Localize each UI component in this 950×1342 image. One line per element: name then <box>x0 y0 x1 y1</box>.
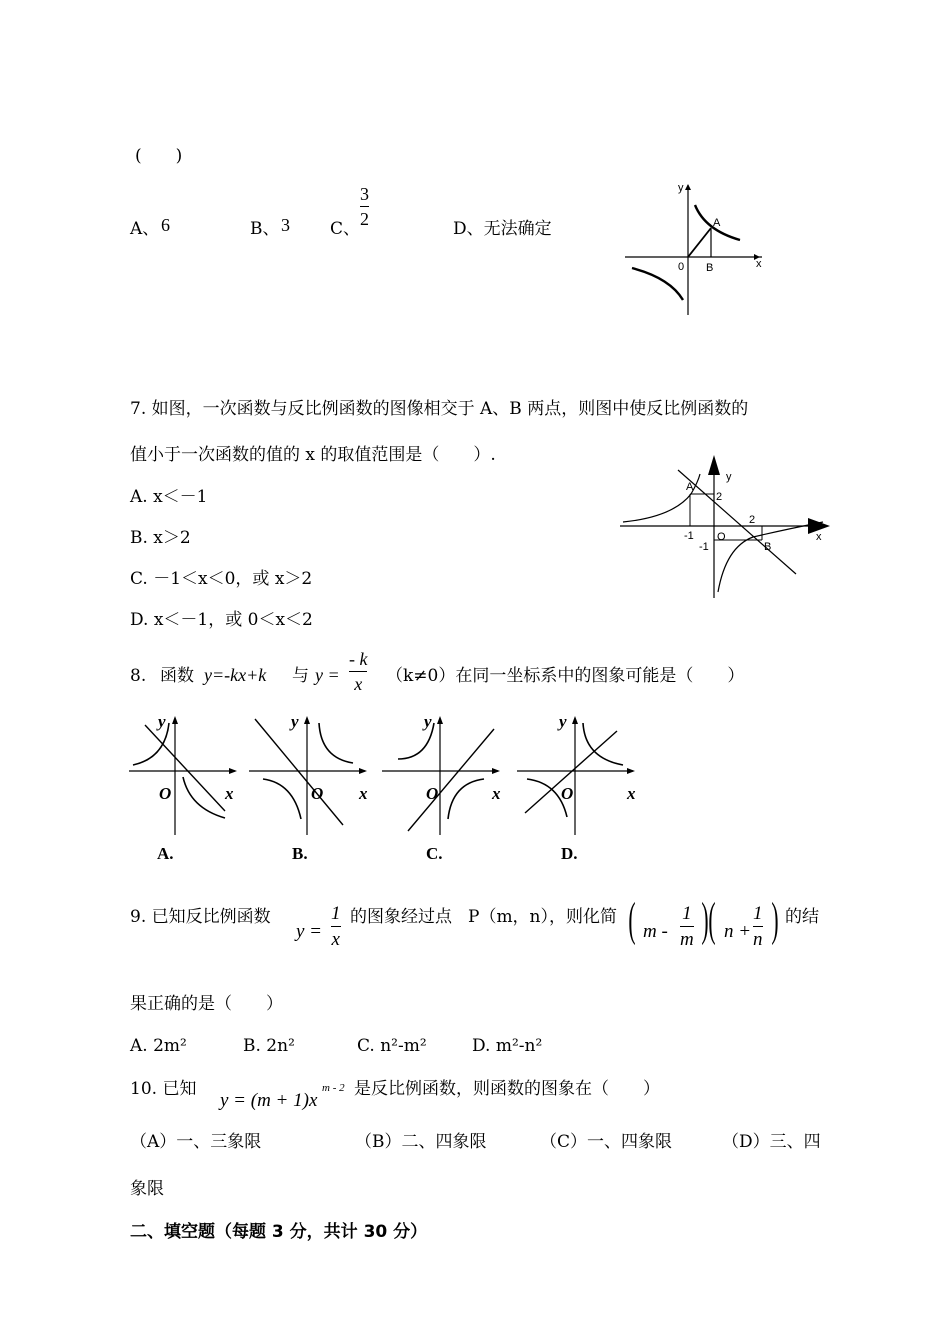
q7-graph-tick-neg1x: -1 <box>684 530 694 542</box>
q8-c-origin: O <box>426 784 439 803</box>
q7-graph-tick-neg1y: -1 <box>699 541 709 553</box>
q8-b-x-label: x <box>359 784 368 803</box>
q6-c-numerator: 3 <box>360 184 369 204</box>
q8-and: 与 <box>292 666 309 686</box>
q9-option-d: D. m²-n² <box>472 1036 543 1056</box>
q8-graph-d <box>513 713 643 863</box>
q9-right-paren-2: ) <box>771 893 779 946</box>
q10-expression: y = (m + 1)x <box>220 1090 318 1111</box>
q8-graph-b <box>245 713 375 863</box>
q9-right-paren-1: ) <box>701 893 709 946</box>
q9-point: P（m，n），则化简 <box>468 907 618 927</box>
q9-option-a: A. 2m² <box>130 1036 187 1056</box>
q7-graph-tick-2y: 2 <box>716 491 723 503</box>
q9-y-eq: y = <box>296 921 323 942</box>
q8-d-x-label: x <box>627 784 636 803</box>
q6-option-c-label: C、 <box>330 219 361 239</box>
q9-fraction-m <box>680 904 694 949</box>
q10-option-b: （B）二、四象限 <box>355 1132 487 1152</box>
q8-condition: （k≠0）在同一坐标系中的图象可能是（ ） <box>386 666 745 686</box>
fraction-bar <box>753 926 763 927</box>
q8-d-y-label: y <box>559 712 567 731</box>
q10-option-d-tail: 象限 <box>130 1179 164 1199</box>
q7-graph-point-b: B <box>764 541 772 553</box>
q7-option-b: B. x＞2 <box>130 528 191 548</box>
fraction-bar <box>680 926 694 927</box>
q8-b-label: B. <box>292 844 308 863</box>
q9-fraction-numerator: 1 <box>331 903 341 924</box>
fraction-bar <box>349 671 367 672</box>
q7-line2: 值小于一次函数的值的 x 的取值范围是（ ）. <box>130 445 496 465</box>
fraction-bar <box>331 926 341 927</box>
q9-n-plus: n + <box>724 921 752 942</box>
q7-option-a: A. x＜－1 <box>130 487 208 507</box>
q9-option-b: B. 2n² <box>243 1036 295 1056</box>
q6-graph-y-label: y <box>678 182 684 194</box>
q8-graph-a <box>125 713 245 863</box>
q8-b-y-label: y <box>291 712 299 731</box>
q6-graph-point-a: A <box>713 217 721 229</box>
q10-exponent: m - 2 <box>322 1082 345 1094</box>
q9-m-minus: m - <box>643 921 668 942</box>
q6-graph-origin: 0 <box>678 261 685 273</box>
q6-option-c-fraction <box>360 185 369 228</box>
q7-graph-point-a: A <box>686 481 694 493</box>
q7-option-c: C. －1＜x＜0，或 x＞2 <box>130 569 313 589</box>
q8-a-y-label: y <box>158 712 166 731</box>
q9-mid: 的图象经过点 <box>350 907 452 927</box>
q8-a-label: A. <box>157 844 174 863</box>
q8-c-y-label: y <box>424 712 432 731</box>
q9-n-denominator: n <box>753 929 763 950</box>
q6-graph-x-label: x <box>756 258 762 270</box>
q6-c-denominator: 2 <box>360 209 369 229</box>
q9-option-c: C. n²-m² <box>357 1036 427 1056</box>
q9-n-numerator: 1 <box>753 903 763 924</box>
q7-line1: 7. 如图，一次函数与反比例函数的图像相交于 A、B 两点，则图中使反比例函数的 <box>130 399 749 419</box>
q6-graph-point-b: B <box>706 262 714 274</box>
section-2-heading: 二、填空题（每题 3 分，共计 30 分） <box>130 1222 428 1242</box>
q10-suffix: 是反比例函数，则函数的图象在（ ） <box>354 1079 660 1099</box>
q7-option-d: D. x＜－1，或 0＜x＜2 <box>130 610 313 630</box>
q8-c-x-label: x <box>492 784 501 803</box>
q9-left-paren-1: ( <box>628 893 636 946</box>
q9-m-denominator: m <box>680 929 694 950</box>
q8-d-origin: O <box>561 784 574 803</box>
q6-option-a-value: 6 <box>161 215 170 235</box>
q8-fraction <box>349 650 367 693</box>
q9-fraction-denominator: x <box>331 929 340 950</box>
q10-option-a: （A）一、三象限 <box>130 1132 262 1152</box>
q7-graph-y-label: y <box>726 471 732 483</box>
fraction-bar <box>360 206 369 207</box>
q8-number: 8. <box>130 666 147 686</box>
q8-function-word: 函数 <box>160 666 194 686</box>
q6-option-b-label: B、 <box>250 219 280 239</box>
q6-paren: ( ) <box>135 146 183 166</box>
q8-linear-expr: y=-kx+k <box>204 665 267 685</box>
q8-b-origin: O <box>311 784 324 803</box>
q9-prefix: 9. 已知反比例函数 <box>130 907 271 927</box>
q8-a-origin: O <box>159 784 172 803</box>
q10-prefix: 10. 已知 <box>130 1079 197 1099</box>
q8-a-x-label: x <box>225 784 234 803</box>
q8-y-eq: y = <box>315 665 340 685</box>
q9-fraction <box>331 904 341 949</box>
q8-c-label: C. <box>426 844 443 863</box>
q9-fraction-n <box>753 904 763 949</box>
q8-fraction-numerator: - k <box>349 649 368 669</box>
q7-graph <box>618 452 838 602</box>
q10-option-d: （D）三、四 <box>722 1132 821 1152</box>
q9-m-numerator: 1 <box>682 903 692 924</box>
q6-option-a-label: A、 <box>130 219 160 239</box>
q6-option-d: D、无法确定 <box>453 219 552 239</box>
q6-option-b-value: 3 <box>281 215 290 235</box>
q9-left-paren-2: ( <box>708 893 716 946</box>
q7-graph-x-label: x <box>816 531 822 543</box>
q8-fraction-denominator: x <box>354 674 363 694</box>
q8-d-label: D. <box>561 844 578 863</box>
q9-line2: 果正确的是（ ） <box>130 994 283 1014</box>
q8-graph-c <box>378 713 508 863</box>
q9-suffix: 的结 <box>785 907 819 927</box>
q10-option-c: （C）一、四象限 <box>540 1132 673 1152</box>
q6-graph <box>620 180 770 320</box>
q7-graph-tick-2x: 2 <box>749 514 756 526</box>
q7-graph-origin: O <box>717 531 726 543</box>
